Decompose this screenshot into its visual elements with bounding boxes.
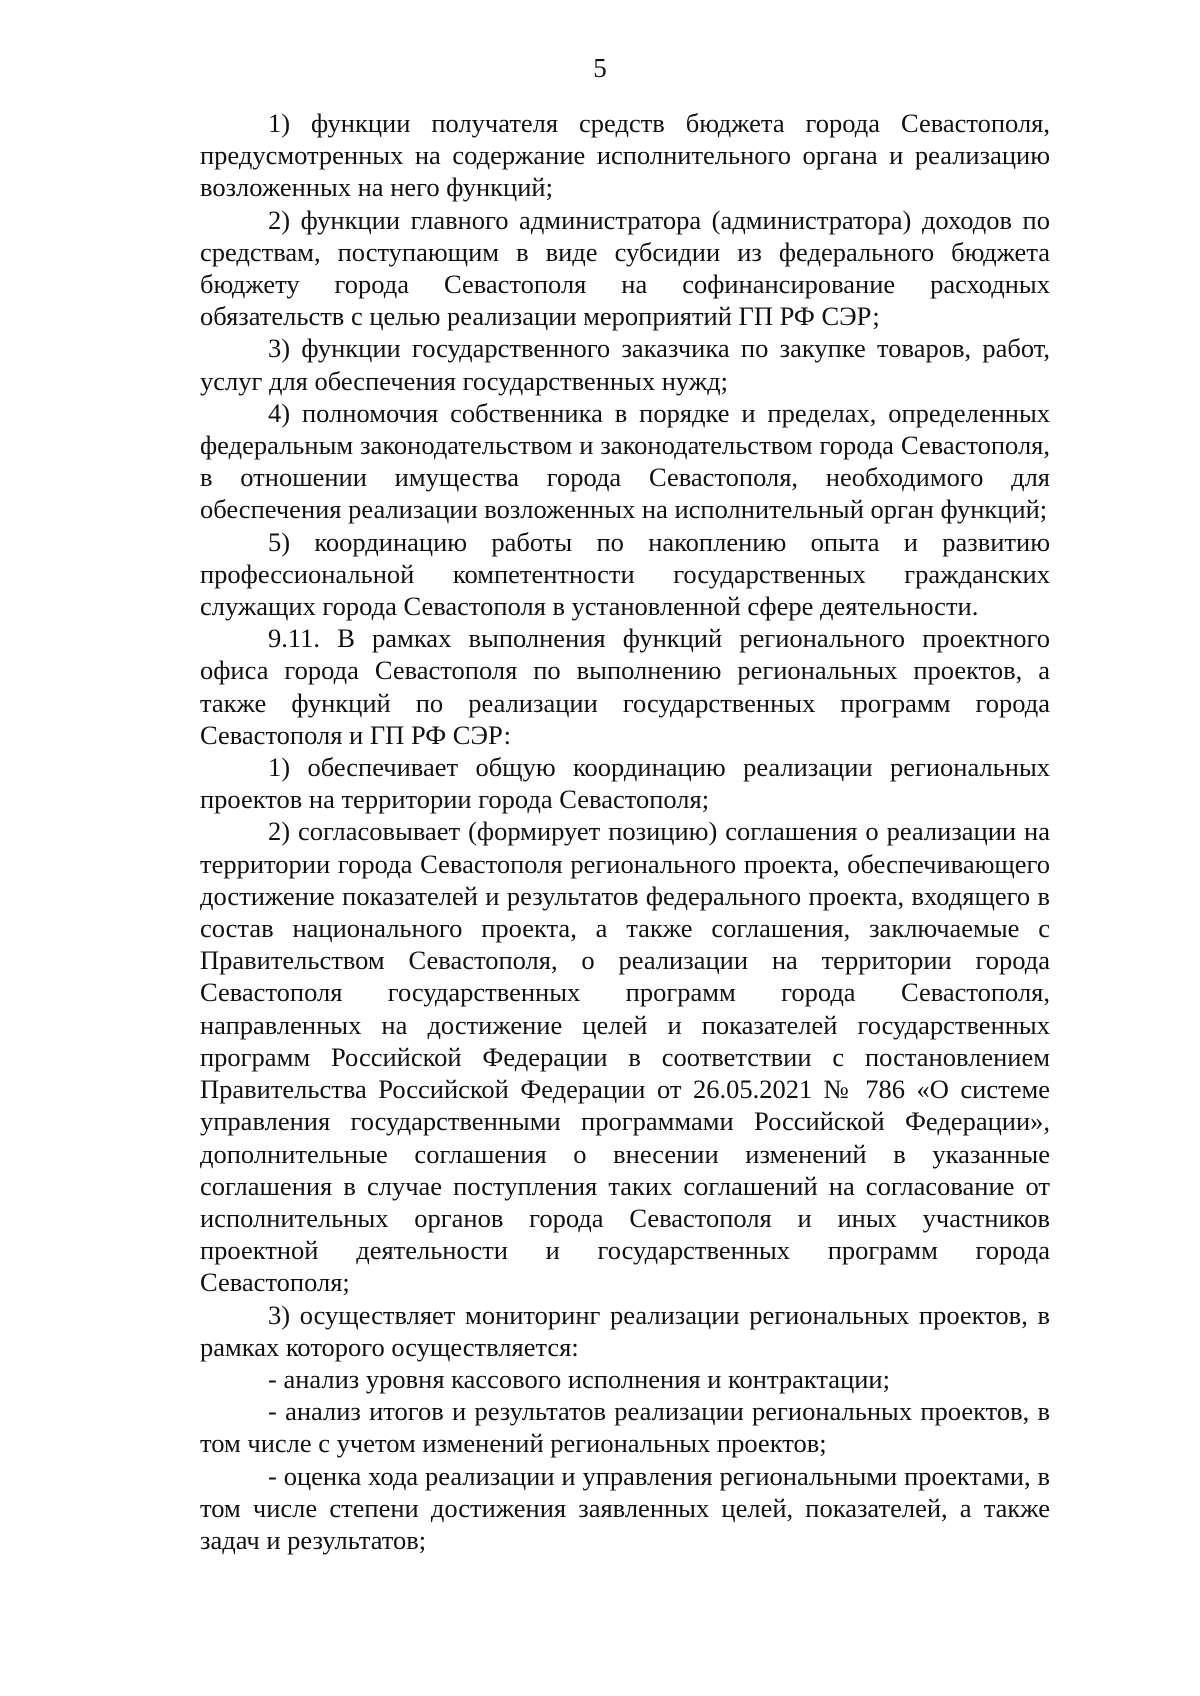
bullet-results-analysis: - анализ итогов и результатов реализации региональных проектов, в том числе с учетом изменений региональных проектов; xyxy=(200,1396,1050,1459)
paragraph-monitoring: 3) осуществляет мониторинг реализации региональных проектов, в рамках которого осуществляется: xyxy=(200,1299,1050,1362)
paragraph-revenue-administrator-functions: 2) функции главного администратора (администратора) доходов по средствам, поступающим в виде субсидии из федерального бюджета бюджету города Севастополя на софинансирование расходных обязательств с целью реализации мероприятий ГП РФ СЭР; xyxy=(200,204,1050,332)
page-number: 5 xyxy=(593,53,607,83)
paragraph-budget-recipient-functions: 1) функции получателя средств бюджета города Севастополя, предусмотренных на содержание исполнительного органа и реализацию возложенных на него функций; xyxy=(200,108,1050,203)
bullet-cash-execution-analysis: - анализ уровня кассового исполнения и контрактации; xyxy=(268,1363,890,1394)
paragraph-general-coordination: 1) обеспечивает общую координацию реализации региональных проектов на территории города Севастополя; xyxy=(200,752,1050,815)
paragraph-competence-coordination: 5) координацию работы по накоплению опыта и развитию профессиональной компетентности государственных гражданских служащих города Севастополя в установленной сфере деятельности. xyxy=(200,526,1050,622)
paragraph-state-customer-functions: 3) функции государственного заказчика по закупке товаров, работ, услуг для обеспечения государственных нужд; xyxy=(200,333,1050,396)
paragraph-section-9-11: 9.11. В рамках выполнения функций регионального проектного офиса города Севастополя по выполнению региональных проектов, а также функций по реализации государственных программ города Севастополя и ГП РФ СЭР: xyxy=(200,623,1050,750)
bullet-progress-assessment: - оценка хода реализации и управления региональными проектами, в том числе степени достижения заявленных целей, показателей, а также задач и результатов; xyxy=(200,1460,1050,1555)
paragraph-agreements-approval: 2) согласовывает (формирует позицию) соглашения о реализации на территории города Севастополя регионального проекта, обеспечивающего достижение показателей и результатов федерального проекта, входящего в состав национального проекта, а также соглашения, заключаемые с Правительством Севастополя, о реализации на территории города Севастополя государственных программ города Севастополя, направленных на достижение целей и показателей государственных программ Российской Федерации в соответствии с постановлением Правительства Российской Федерации от 26.05.2021 № 786 «О системе управления государственными программами Российской Федерации», дополнительные соглашения о внесении изменений в указанные соглашения в случае поступления таких соглашений на согласование от исполнительных органов города Севастополя и иных участников проектной деятельности и государственных программ города Севастополя; xyxy=(200,816,1050,1298)
paragraph-owner-powers: 4) полномочия собственника в порядке и пределах, определенных федеральным законодательством и законодательством города Севастополя, в отношении имущества города Севастополя, необходимого для обеспечения реализации возложенных на исполнительный орган функций; xyxy=(200,397,1050,525)
document-body xyxy=(200,107,1050,1556)
